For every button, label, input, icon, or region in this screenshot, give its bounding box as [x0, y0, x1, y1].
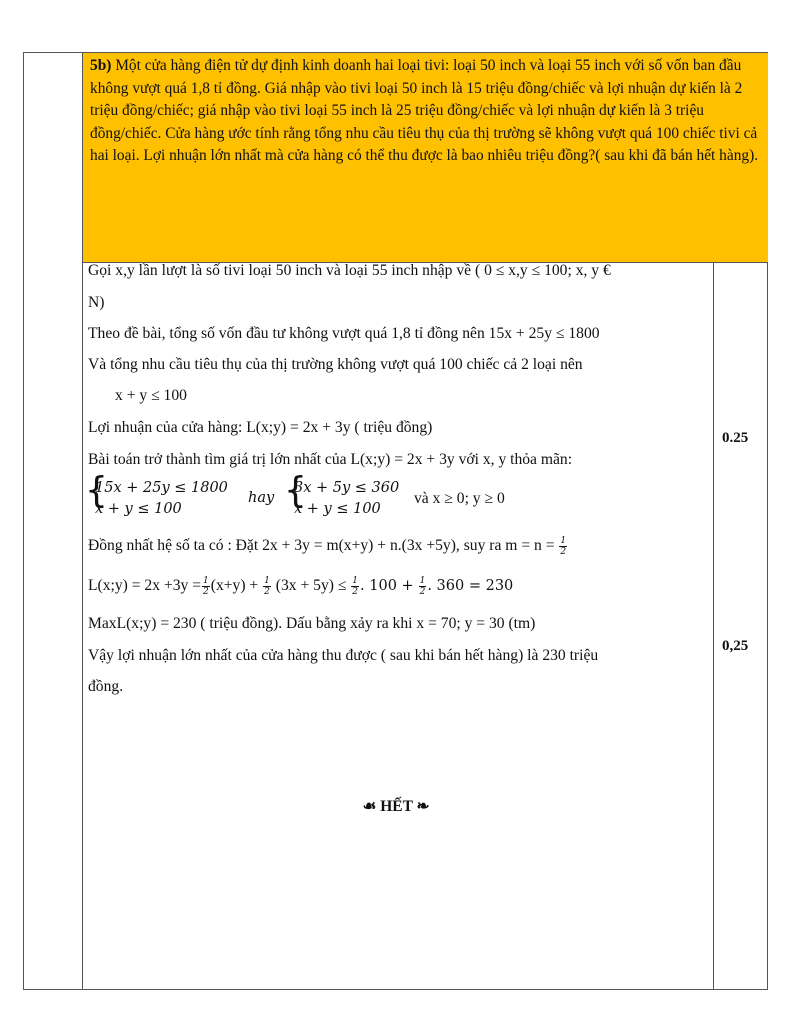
system-row: x + y ≤ 100	[95, 501, 182, 517]
fraction: $\frac{1}{2}$	[419, 576, 426, 597]
fraction: $\frac{1}{2}$	[203, 576, 209, 597]
fraction: $\frac{1}{2}$	[264, 576, 270, 597]
question-cell	[83, 53, 768, 262]
question-text: Một cửa hàng điện tử dự định kinh doanh hai loại tivi: loại 50 inch và loại 55 inch với số vốn ban đầu không vượt quá 1,8 tỉ đồng. Giá nhập vào tivi loại 50 inch là 15 triệu đồng/chiếc và lợi nhuận dự kiến là 2 triệu đồng/chiếc; giá nhập vào tivi loại 55 inch là 25 triệu đồng/chiếc và lợi nhuận dự kiến là 3 triệu đồng/chiếc. Cửa hàng ước tính rằng tổng nhu cầu tiêu thụ của thị trường sẽ không vượt quá 100 chiếc tivi cả hai loại. Lợi nhuận lớn nhất mà cửa hàng có thể thu được là bao nhiêu triệu đồng?( sau khi đã bán hết hàng).	[90, 57, 759, 164]
column-divider	[713, 262, 714, 989]
answer-table	[23, 52, 768, 990]
answer-line: Bài toán trở thành tìm giá trị lớn nhất của L(x;y) = 2x + 3y với x, y thỏa mãn:	[88, 451, 573, 468]
fraction: $\frac{1}{2}$	[560, 536, 567, 557]
answer-line: đồng.	[88, 678, 124, 695]
condition-text: và x ≥ 0; y ≥ 0	[414, 490, 505, 507]
answer-line: MaxL(x;y) = 230 ( triệu đồng). Dấu bằng xảy ra khi x = 70; y = 30 (tm)	[88, 615, 536, 632]
score-mark: 0.25	[722, 430, 749, 446]
system-row: 15x + 25y ≤ 1800	[95, 480, 228, 496]
answer-line: x + y ≤ 100	[115, 387, 187, 404]
answer-line: Theo đề bài, tổng số vốn đầu tư không vượt quá 1,8 tỉ đồng nên 15x + 25y ≤ 1800	[88, 325, 600, 342]
hay-word: hay	[248, 490, 275, 506]
score-mark: 0,25	[722, 638, 749, 654]
fraction: $\frac{1}{2}$	[352, 576, 359, 597]
question-label: 5b)	[90, 57, 112, 74]
system-row: 3x + 5y ≤ 360	[294, 480, 400, 496]
answer-line: Gọi x,y lần lượt là số tivi loại 50 inch và loại 55 inch nhập về ( 0 ≤ x,y ≤ 100; x, y €	[88, 262, 611, 279]
answer-line: Lợi nhuận của cửa hàng: L(x;y) = 2x + 3y ( triệu đồng)	[88, 419, 433, 436]
answer-line: Và tổng nhu cầu tiêu thụ của thị trường không vượt quá 100 chiếc cả 2 loại nên	[88, 356, 583, 373]
answer-line: N)	[88, 294, 105, 311]
answer-line: Vậy lợi nhuận lớn nhất của cửa hàng thu được ( sau khi bán hết hàng) là 230 triệu	[88, 647, 599, 664]
system-row: x + y ≤ 100	[294, 501, 381, 517]
answer-line: Đồng nhất hệ số ta có : Đặt 2x + 3y = m(x+y) + n.(3x +5y), suy ra m = n = $\frac{1}{2}$	[88, 536, 567, 557]
answer-line: L(x;y) = 2x +3y = $\frac{1}{2}$ (x+y) + $\frac{1}{2}$ (3x + 5y) ≤ $\frac{1}{2}$ . 100 + $\frac{1}{2}$ . 360 = 230	[88, 576, 514, 597]
end-marker: ☙ HẾT ❧	[362, 798, 430, 815]
